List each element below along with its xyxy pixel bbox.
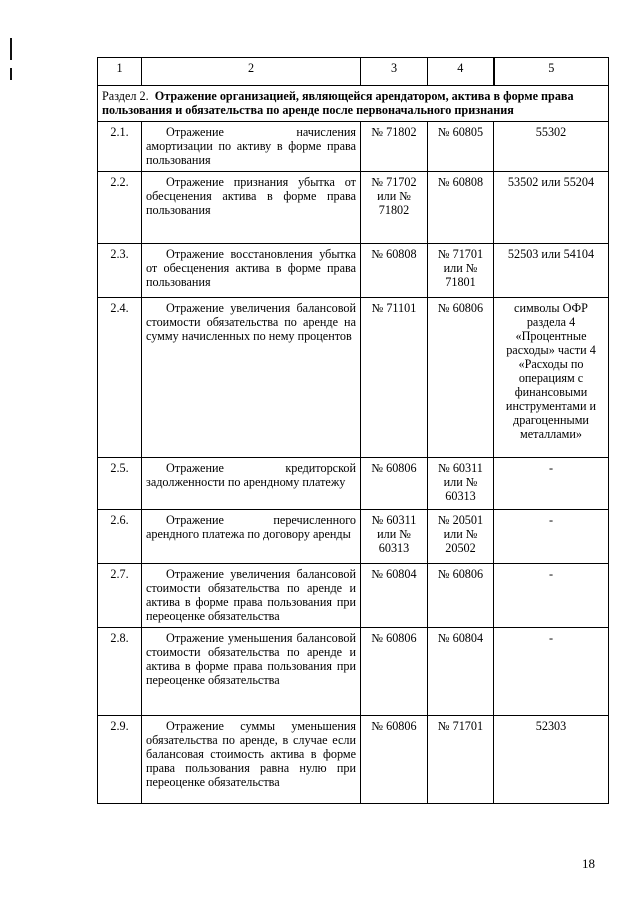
row-number: 2.9. (98, 716, 142, 804)
scan-margin-mark (10, 68, 12, 80)
operation-description: Отражение увеличения балансовой стоимости обязательства по аренде на сумму начисленных по нему процентов (142, 298, 361, 458)
debit-account: № 60311 или № 60313 (361, 510, 428, 564)
table-body (98, 122, 609, 804)
table-row (98, 564, 609, 628)
table-row (98, 172, 609, 244)
row-number: 2.3. (98, 244, 142, 298)
row-number: 2.1. (98, 122, 142, 172)
header-col-5: 5 (494, 58, 609, 86)
table-row (98, 298, 609, 458)
credit-account: № 71701 или № 71801 (428, 244, 494, 298)
ofr-symbol: 55302 (494, 122, 609, 172)
header-row (98, 58, 609, 86)
operation-description: Отражение кредиторской задолженности по арендному платежу (142, 458, 361, 510)
credit-account: № 20501 или № 20502 (428, 510, 494, 564)
credit-account: № 60808 (428, 172, 494, 244)
ofr-symbol: - (494, 510, 609, 564)
operation-description: Отражение перечисленного арендного платежа по договору аренды (142, 510, 361, 564)
section-title: Отражение организацией, являющейся арендатором, актива в форме права пользования и обязательства по аренде после первоначального признания (102, 89, 574, 117)
section-row (98, 86, 609, 122)
header-col-2: 2 (142, 58, 361, 86)
debit-account: № 60806 (361, 628, 428, 716)
ofr-symbol: символы ОФР раздела 4 «Процентные расходы» части 4 «Расходы по операциям с финансовыми инструментами и драгоценными металлами» (494, 298, 609, 458)
ofr-symbol: 53502 или 55204 (494, 172, 609, 244)
operation-description: Отражение уменьшения балансовой стоимости обязательства по аренде и актива в форме права пользования при переоценке обязательства (142, 628, 361, 716)
row-number: 2.5. (98, 458, 142, 510)
credit-account: № 60805 (428, 122, 494, 172)
row-number: 2.6. (98, 510, 142, 564)
credit-account: № 71701 (428, 716, 494, 804)
debit-account: № 60806 (361, 458, 428, 510)
header-col-1: 1 (98, 58, 142, 86)
table-row (98, 458, 609, 510)
operation-description: Отражение суммы уменьшения обязательства по аренде, в случае если балансовая стоимость актива в форме права пользования равна нулю при переоценке обязательства (142, 716, 361, 804)
table-row (98, 716, 609, 804)
accounting-entries-table (97, 57, 609, 804)
debit-account: № 71802 (361, 122, 428, 172)
row-number: 2.4. (98, 298, 142, 458)
row-number: 2.7. (98, 564, 142, 628)
section-label: Раздел 2. (102, 89, 149, 103)
credit-account: № 60804 (428, 628, 494, 716)
header-col-4: 4 (428, 58, 494, 86)
operation-description: Отражение начисления амортизации по активу в форме права пользования (142, 122, 361, 172)
row-number: 2.2. (98, 172, 142, 244)
debit-account: № 60806 (361, 716, 428, 804)
table-row (98, 510, 609, 564)
ofr-symbol: - (494, 564, 609, 628)
credit-account: № 60806 (428, 564, 494, 628)
scan-margin-mark (10, 38, 12, 60)
operation-description: Отражение восстановления убытка от обесценения актива в форме права пользования (142, 244, 361, 298)
debit-account: № 71702 или № 71802 (361, 172, 428, 244)
section-heading (98, 86, 609, 122)
row-number: 2.8. (98, 628, 142, 716)
debit-account: № 60804 (361, 564, 428, 628)
table-row (98, 122, 609, 172)
debit-account: № 60808 (361, 244, 428, 298)
page-number: 18 (582, 856, 595, 871)
credit-account: № 60806 (428, 298, 494, 458)
operation-description: Отражение увеличения балансовой стоимости обязательства по аренде и актива в форме права пользования при переоценке обязательства (142, 564, 361, 628)
table-row (98, 244, 609, 298)
credit-account: № 60311 или № 60313 (428, 458, 494, 510)
table-row (98, 628, 609, 716)
ofr-symbol: - (494, 458, 609, 510)
debit-account: № 71101 (361, 298, 428, 458)
header-col-3: 3 (361, 58, 428, 86)
ofr-symbol: 52503 или 54104 (494, 244, 609, 298)
ofr-symbol: 52303 (494, 716, 609, 804)
ofr-symbol: - (494, 628, 609, 716)
operation-description: Отражение признания убытка от обесценения актива в форме права пользования (142, 172, 361, 244)
